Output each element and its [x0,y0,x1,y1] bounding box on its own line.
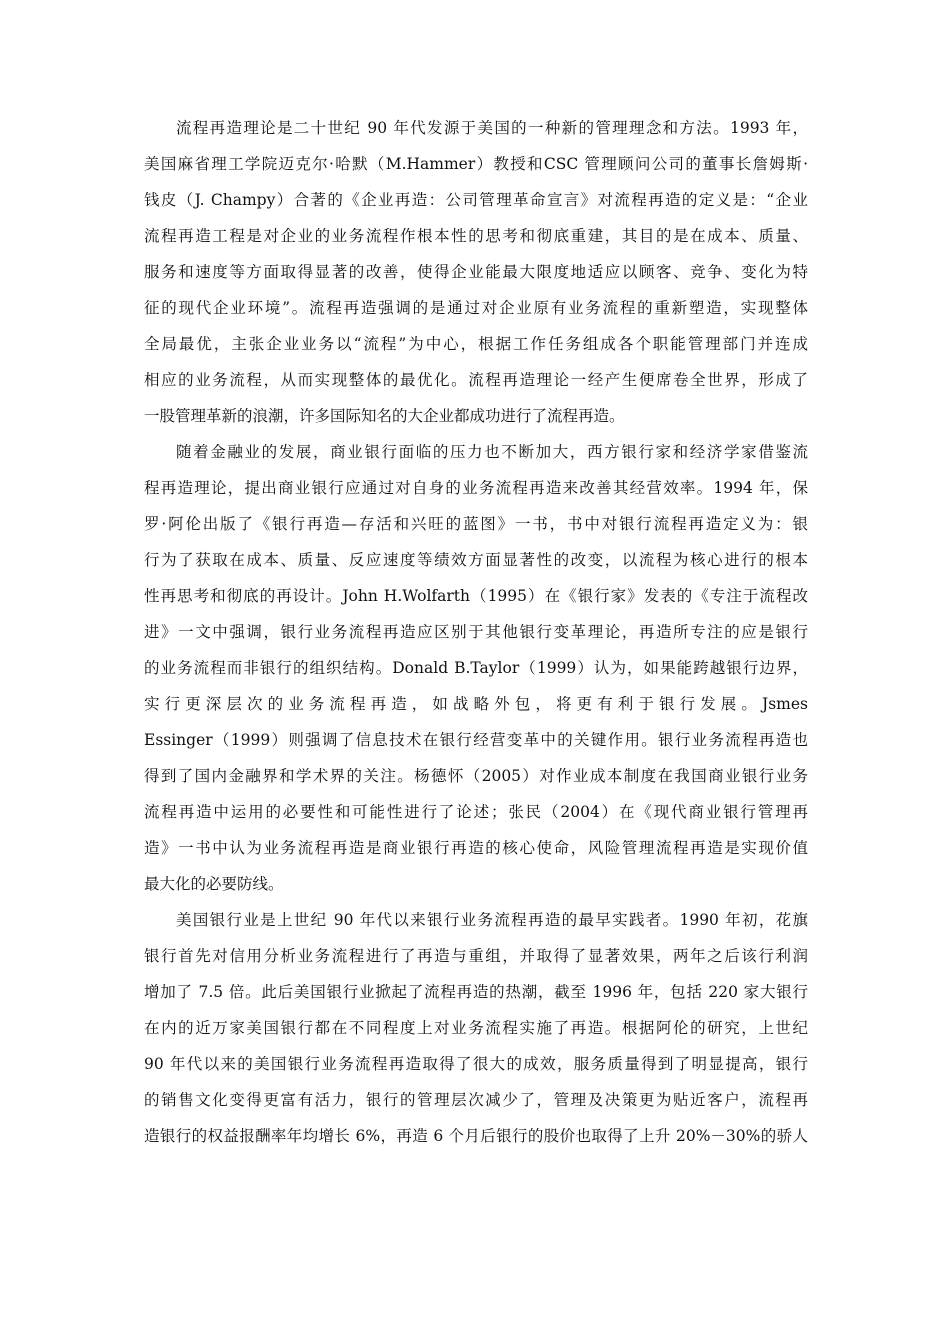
paragraph-3-line-2: 银行首先对信用分析业务流程进行了再造与重组，并取得了显著效果，两年之后该行利润 [144,947,808,965]
paragraph-2-line-9: Essinger（1999）则强调了信息技术在银行经营变革中的关键作用。银行业务流程再造也 [144,731,808,749]
paragraph-2-line-13: 最大化的必要防线。 [144,875,284,893]
paragraph-1-line-1: 流程再造理论是二十世纪 90 年代发源于美国的一种新的管理理念和方法。1993 年， [176,119,808,137]
paragraph-1-line-6: 征的现代企业环境”。流程再造强调的是通过对企业原有业务流程的重新塑造，实现整体 [144,299,808,317]
paragraph-1-line-8: 相应的业务流程，从而实现整体的最优化。流程再造理论一经产生便席卷全世界，形成了 [144,371,808,389]
paragraph-2-line-11: 流程再造中运用的必要性和可能性进行了论述；张民（2004）在《现代商业银行管理再 [144,803,808,821]
paragraph-2-line-6: 进》一文中强调，银行业务流程再造应区别于其他银行变革理论，再造所专注的应是银行 [144,623,808,641]
paragraph-1-line-5: 服务和速度等方面取得显著的改善，使得企业能最大限度地适应以顾客、竞争、变化为特 [144,263,808,281]
paragraph-2-line-10: 得到了国内金融界和学术界的关注。杨德怀（2005）对作业成本制度在我国商业银行业务 [144,767,808,785]
paragraph-2-line-4: 行为了获取在成本、质量、反应速度等绩效方面显著性的改变，以流程为核心进行的根本 [144,551,808,569]
paragraph-2-line-7: 的业务流程而非银行的组织结构。Donald B.Taylor（1999）认为，如果能跨越银行边界， [144,659,808,677]
paragraph-1-line-2: 美国麻省理工学院迈克尔·哈默（M.Hammer）教授和CSC 管理顾问公司的董事长詹姆斯· [144,155,808,173]
paragraph-2-line-1: 随着金融业的发展，商业银行面临的压力也不断加大，西方银行家和经济学家借鉴流 [176,443,808,461]
paragraph-1-line-9: 一股管理革新的浪潮，许多国际知名的大企业都成功进行了流程再造。 [144,407,625,425]
paragraph-2-line-5: 性再思考和彻底的再设计。John H.Wolfarth（1995）在《银行家》发表的《专注于流程改 [144,587,808,605]
paragraph-2-line-12: 造》一书中认为业务流程再造是商业银行再造的核心使命，风险管理流程再造是实现价值 [144,839,808,857]
paragraph-3-line-3: 增加了 7.5 倍。此后美国银行业掀起了流程再造的热潮，截至 1996 年，包括 220 家大银行 [144,983,808,1001]
paragraph-3-line-5: 90 年代以来的美国银行业务流程再造取得了很大的成效，服务质量得到了明显提高，银行 [144,1055,808,1073]
paragraph-3-line-1: 美国银行业是上世纪 90 年代以来银行业务流程再造的最早实践者。1990 年初，花旗 [176,911,808,929]
paragraph-2-line-8: 实行更深层次的业务流程再造，如战略外包，将更有利于银行发展。Jsmes [144,695,808,713]
paragraph-3-line-6: 的销售文化变得更富有活力，银行的管理层次减少了，管理及决策更为贴近客户，流程再 [144,1091,808,1109]
paragraph-2-line-3: 罗·阿伦出版了《银行再造—存活和兴旺的蓝图》一书，书中对银行流程再造定义为：银 [144,515,808,533]
paragraph-1-line-3: 钱皮（J. Champy）合著的《企业再造：公司管理革命宣言》对流程再造的定义是：“企业 [144,191,808,209]
paragraph-3-line-4: 在内的近万家美国银行都在不同程度上对业务流程实施了再造。根据阿伦的研究，上世纪 [144,1019,808,1037]
paragraph-1-line-7: 全局最优，主张企业业务以“流程”为中心，根据工作任务组成各个职能管理部门并连成 [144,335,808,353]
paragraph-3-line-7: 造银行的权益报酬率年均增长 6%，再造 6 个月后银行的股价也取得了上升 20%－30%的骄人 [144,1127,808,1145]
paragraph-2-line-2: 程再造理论，提出商业银行应通过对自身的业务流程再造来改善其经营效率。1994 年，保 [144,479,808,497]
paragraph-1-line-4: 流程再造工程是对企业的业务流程作根本性的思考和彻底重建，其目的是在成本、质量、 [144,227,808,245]
